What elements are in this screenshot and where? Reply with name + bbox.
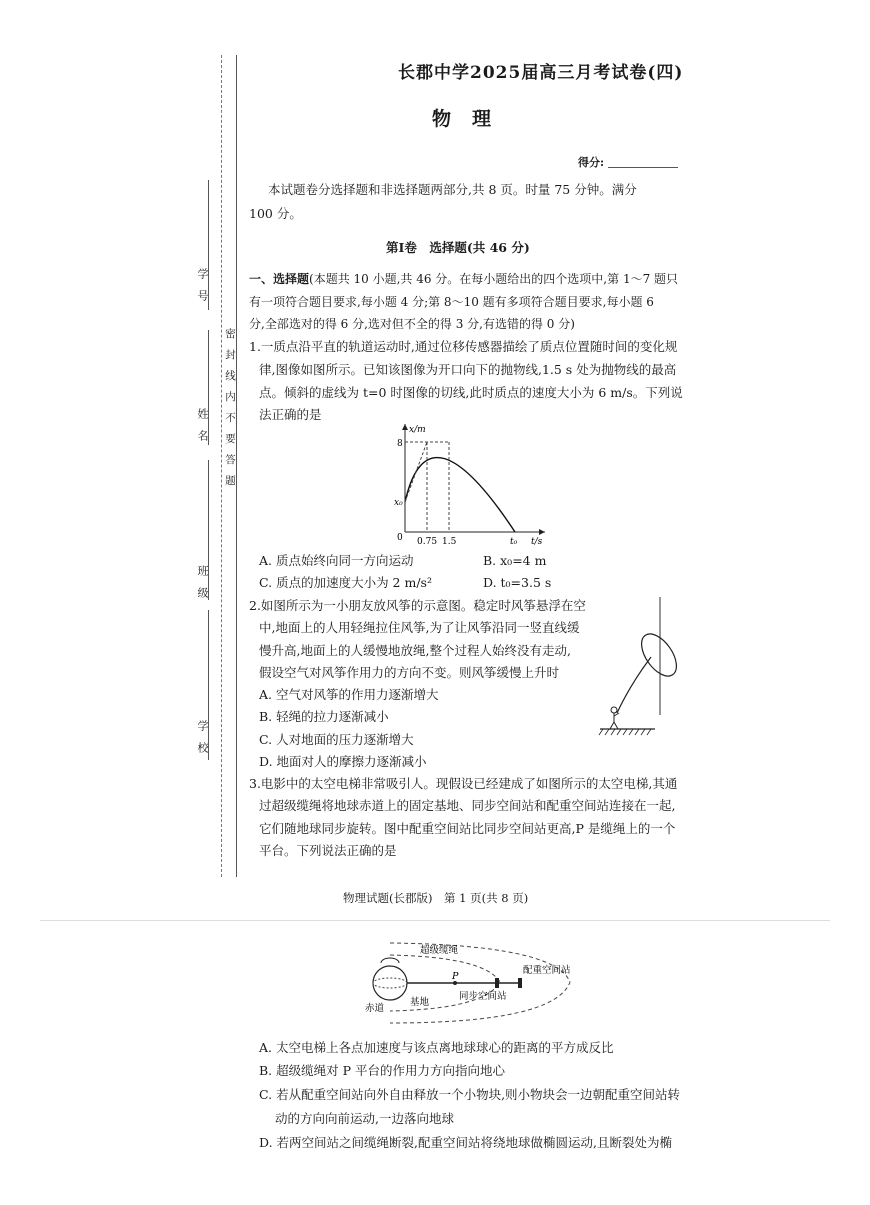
q1-xtick-075: 0.75 [417,537,438,547]
q1-line-3: 点。倾斜的虚线为 t=0 时图像的切线,此时质点的速度大小为 6 m/s。下列说 [259,385,683,400]
q3-label-counter-station: 配重空间站 [523,965,571,976]
binding-dash-line [221,55,222,877]
instructions-line-3: 分,全部选对的得 6 分,选对但不全的得 3 分,有选错的得 0 分) [249,317,575,331]
q1-tangent-line [405,442,427,502]
q1-ylabel: x/m [409,425,426,435]
q1-option-b: B. x₀=4 m [483,553,547,568]
q3-option-d: D. 若两空间站之间缆绳断裂,配重空间站将绕地球做椭圆运动,且断裂处为椭 [259,1135,672,1150]
q3-option-b: B. 超级缆绳对 P 平台的作用力方向指向地心 [259,1063,505,1078]
q3-equator-ring [373,978,407,988]
q1-ytick-x0: x₀ [394,498,403,508]
q1-xlabel: t/s [531,537,543,547]
q2-person-head [611,707,617,713]
q3-label-cable: 超级缆绳 [420,945,459,956]
q2-line-1: 2.如图所示为一小朋友放风筝的示意图。稳定时风筝悬浮在空 [249,598,586,613]
q1-origin: 0 [397,533,403,543]
q2-ground-hatch [599,729,651,735]
q1-option-a: A. 质点始终向同一方向运动 [259,553,414,568]
intro-line-1: 本试题卷分选择题和非选择题两部分,共 8 页。时量 75 分钟。满分 [268,182,637,197]
q1-x-arrow [539,529,545,535]
q2-person-leg-l [610,722,614,729]
q1-option-d: D. t₀=3.5 s [483,575,552,590]
q3-line-1: 3.电影中的太空电梯非常吸引人。现假设已经建成了如图所示的太空电梯,其通 [249,776,678,791]
q2-option-d: D. 地面对人的摩擦力逐渐减小 [259,754,427,769]
q3-earth [373,966,407,1000]
name-blank[interactable] [208,330,209,445]
q3-label-sync-station: 同步空间站 [459,991,507,1002]
name-label: 姓 名 [196,408,209,441]
q1-ytick-8: 8 [397,439,403,449]
instructions-text-1: (本题共 10 小题,共 46 分。在每小题给出的四个选项中,第 1～7 题只 [309,272,679,286]
page-footer: 物理试题(长郡版) 第 1 页(共 8 页) [343,891,529,905]
q1-xtick-15: 1.5 [442,537,457,547]
q3-label-base: 基地 [410,997,430,1008]
class-label: 班 级 [196,565,209,598]
school-blank[interactable] [208,610,209,760]
q3-option-c-1: C. 若从配重空间站向外自由释放一个小物块,则小物块会一边朝配重空间站转 [259,1087,681,1102]
q3-sync-station [495,978,499,988]
score-label: 得分: [578,156,605,169]
q3-line-3: 它们随地球同步旋转。图中配重空间站比同步空间站更高,P 是缆绳上的一个 [259,821,676,836]
page-separator [40,920,830,921]
q3-line-2: 过超级缆绳将地球赤道上的固定基地、同步空间站和配重空间站连接在一起, [259,798,676,813]
q3-label-p: P [452,971,459,982]
instructions-line-2: 有一项符合题目要求,每小题 4 分;第 8～10 题有多项符合题目要求,每小题 6 [249,295,654,309]
q2-line-4: 假设空气对风筝作用力的方向不变。则风筝缓慢上升时 [259,665,560,680]
q3-label-equator: 赤道 [365,1003,385,1014]
student-no-label: 学 号 [196,268,209,301]
subject-title: 物 理 [432,108,493,130]
instructions-line-1 [249,270,678,288]
class-blank[interactable] [208,460,209,600]
q1-line-1: 1.一质点沿平直的轨道运动时,通过位移传感器描绘了质点位置随时间的变化规 [249,339,678,354]
q1-position-time-graph [385,420,555,548]
q2-kite-figure [595,595,685,740]
q2-person-arm [614,713,619,716]
q2-person-leg-r [614,722,618,729]
q2-line-2: 中,地面上的人用轻绳拉住风筝,为了让风筝沿同一竖直线缓 [259,620,580,635]
q3-rotation-arrow [381,958,399,963]
section-heading: 第Ⅰ卷 选择题(共 46 分) [386,240,530,255]
q3-option-a: A. 太空电梯上各点加速度与该点离地球球心的距离的平方成反比 [259,1040,614,1055]
exam-title: 长郡中学2025届高三月考试卷(四) [398,63,684,83]
q3-counter-station [518,978,522,988]
q2-line-3: 慢升高,地面上的人缓慢地放绳,整个过程人始终没有走动, [259,643,571,658]
q1-xtick-t0: t₀ [510,537,518,547]
q1-parabola [405,458,515,532]
q1-y-arrow [402,424,408,430]
intro-line-2: 100 分。 [249,206,302,221]
q2-option-a: A. 空气对风筝的作用力逐渐增大 [259,687,439,702]
q2-option-c: C. 人对地面的压力逐渐增大 [259,732,414,747]
q2-option-b: B. 轻绳的拉力逐渐减小 [259,709,389,724]
q1-line-2: 律,图像如图所示。已知该图像为开口向下的抛物线,1.5 s 处为抛物线的最高 [259,362,677,377]
q2-kite [635,628,684,682]
instructions-label: 一、选择题 [249,272,310,286]
school-label: 学 校 [196,720,209,753]
q1-option-c: C. 质点的加速度大小为 2 m/s² [259,575,432,590]
student-no-blank[interactable] [208,180,209,310]
seal-line-note: 密 封 线 内 不 要 答 题 [224,328,236,486]
q2-string [617,657,651,713]
q3-option-c-2: 动的方向向前运动,一边落向地球 [275,1111,454,1126]
q3-line-4: 平台。下列说法正确的是 [259,843,397,858]
q1-line-4: 法正确的是 [259,407,322,422]
score-blank[interactable] [608,167,678,168]
q3-space-elevator-figure [355,935,615,1030]
